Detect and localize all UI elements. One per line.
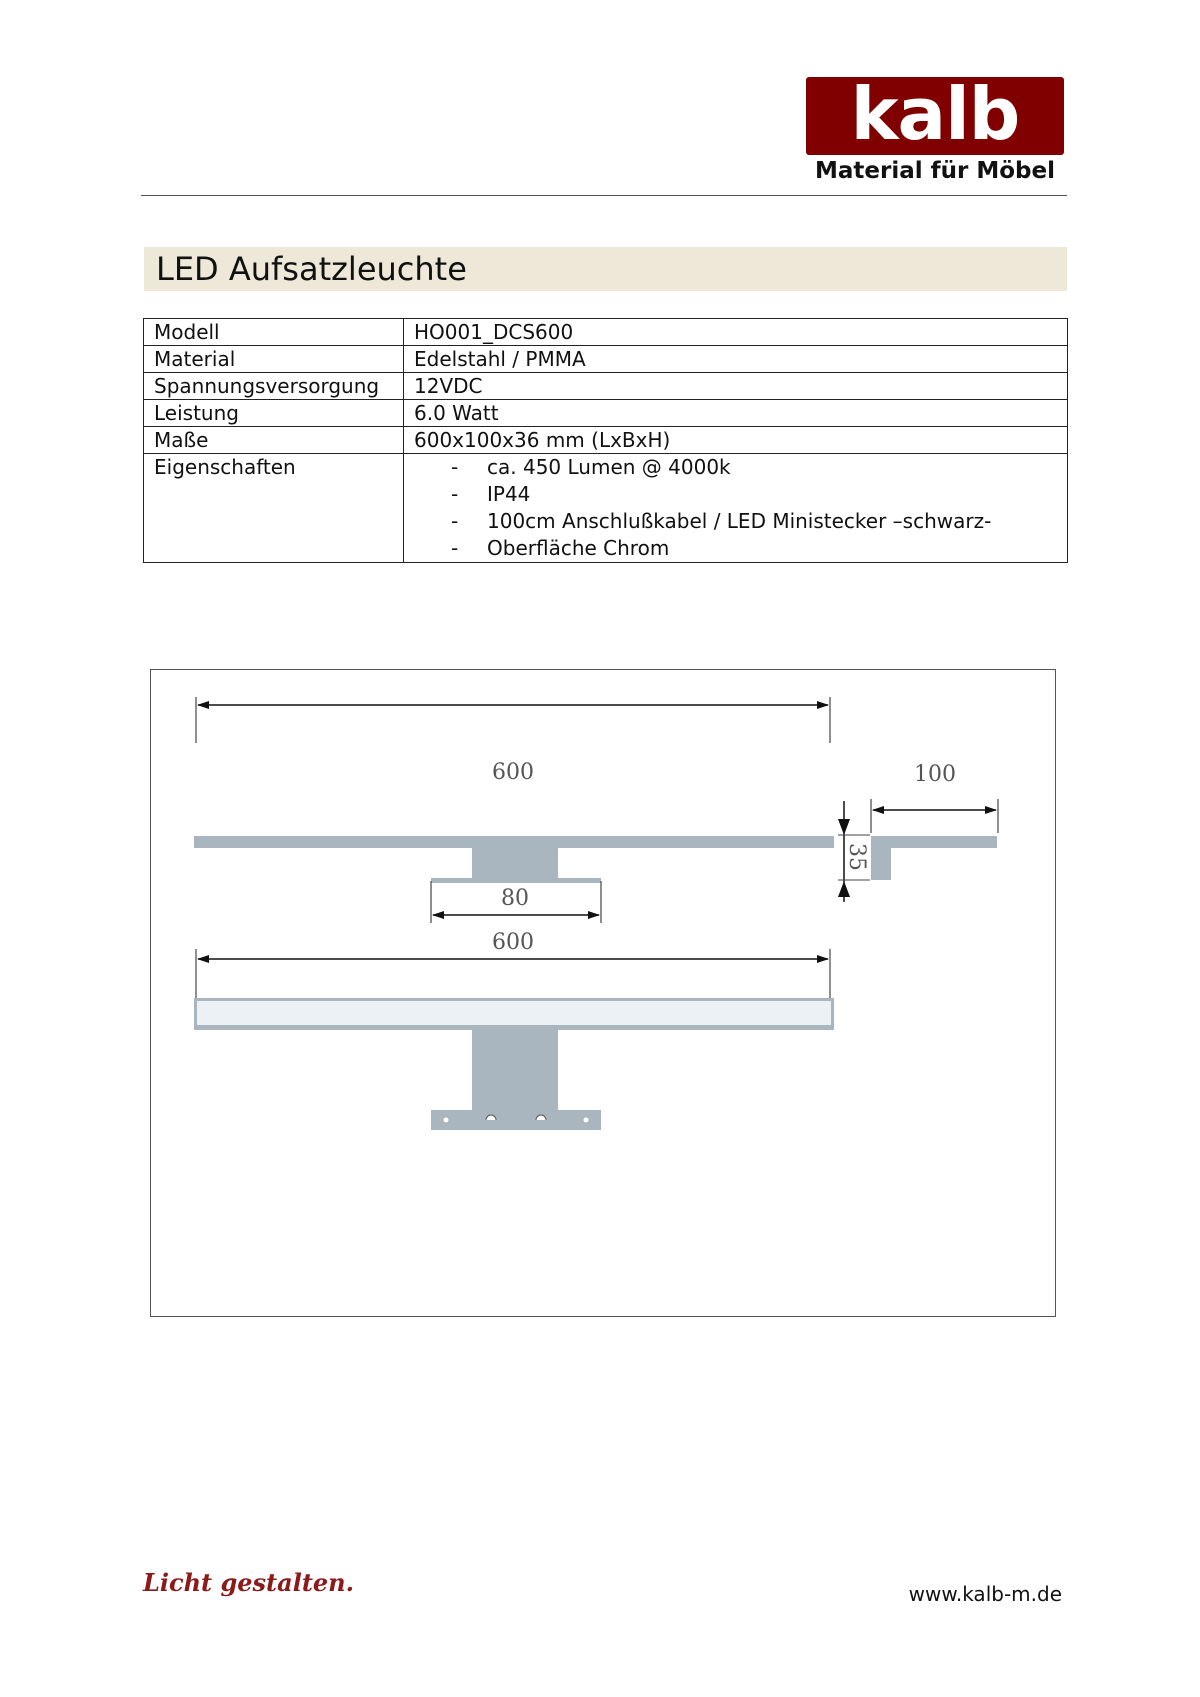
dimension-foot-width <box>431 881 601 923</box>
footer-website: www.kalb-m.de <box>908 1582 1062 1606</box>
bullet-dash: - <box>451 455 459 479</box>
dim-label-front-length: 600 <box>492 930 534 955</box>
spec-label: Spannungsversorgung <box>144 373 404 400</box>
spec-label: Eigenschaften <box>144 454 404 563</box>
spec-value <box>404 454 1068 563</box>
bullet-dash: - <box>451 482 459 506</box>
dim-label-top-length: 600 <box>492 760 534 785</box>
spec-row-masse <box>144 427 1068 454</box>
spec-row-modell <box>144 319 1068 346</box>
dim-label-foot-width: 80 <box>501 886 529 911</box>
spec-value: Edelstahl / PMMA <box>404 346 1068 373</box>
dim-label-depth: 100 <box>914 762 956 787</box>
properties-list <box>414 454 1057 562</box>
front-view-profile <box>194 998 834 1130</box>
spec-label: Maße <box>144 427 404 454</box>
spec-row-leistung <box>144 400 1068 427</box>
spec-value: HO001_DCS600 <box>404 319 1068 346</box>
spec-label: Material <box>144 346 404 373</box>
property-text: Oberfläche Chrom <box>487 536 670 560</box>
page-title: LED Aufsatzleuchte <box>156 250 467 288</box>
dimension-front-length <box>196 930 830 999</box>
spec-value: 12VDC <box>404 373 1068 400</box>
dimension-top-length <box>196 697 830 785</box>
technical-drawing <box>150 669 1056 1317</box>
dimension-height <box>838 801 870 902</box>
side-view-profile <box>194 836 834 883</box>
bullet-dash: - <box>451 509 459 533</box>
logo-wordmark: kalb <box>850 72 1020 156</box>
header-divider <box>141 195 1067 196</box>
spec-table <box>143 318 1068 563</box>
spec-label: Leistung <box>144 400 404 427</box>
footer-slogan: Licht gestalten. <box>143 1568 354 1597</box>
spec-row-spannung <box>144 373 1068 400</box>
dim-label-height: 35 <box>844 843 869 871</box>
logo-tagline: Material für Möbel <box>814 158 1055 184</box>
spec-row-eigenschaften <box>144 454 1068 563</box>
property-text: ca. 450 Lumen @ 4000k <box>487 455 731 479</box>
property-text: 100cm Anschlußkabel / LED Ministecker –schwarz- <box>487 509 992 533</box>
bullet-dash: - <box>451 536 459 560</box>
spec-label: Modell <box>144 319 404 346</box>
list-item <box>414 535 1057 562</box>
list-item <box>414 481 1057 508</box>
dimension-depth <box>871 762 998 833</box>
list-item <box>414 454 1057 481</box>
list-item <box>414 508 1057 535</box>
spec-value: 6.0 Watt <box>404 400 1068 427</box>
end-view-profile <box>871 836 997 880</box>
spec-row-material <box>144 346 1068 373</box>
spec-value: 600x100x36 mm (LxBxH) <box>404 427 1068 454</box>
property-text: IP44 <box>487 482 531 506</box>
